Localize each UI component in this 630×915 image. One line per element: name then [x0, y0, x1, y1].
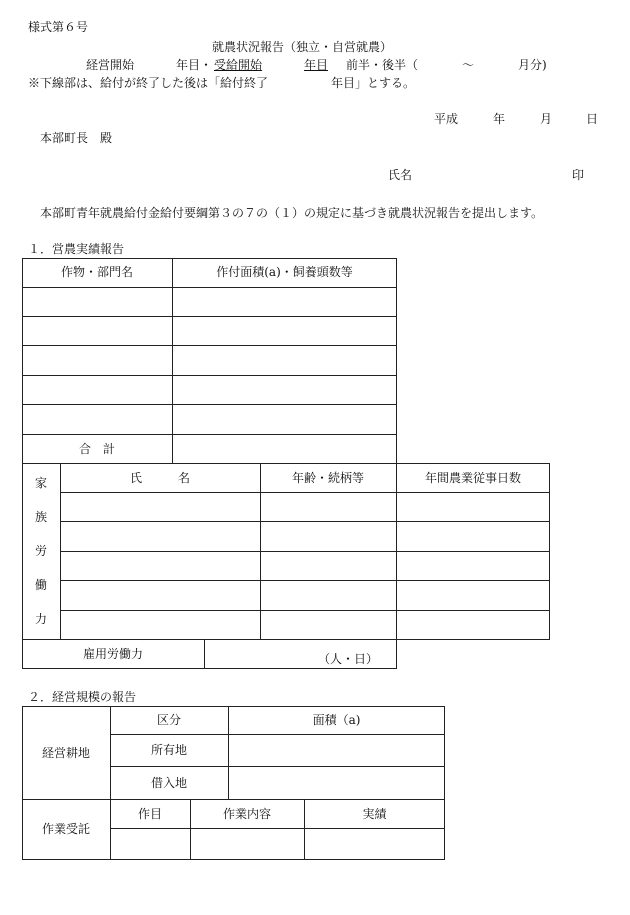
owned-land-label: 所有地 [150, 743, 187, 757]
family-label-2: 族 [34, 510, 47, 524]
crop-header: 作物・部門名 [60, 265, 133, 279]
age-relation-header: 年齢・続柄等 [291, 471, 364, 485]
date-month: 月 [540, 112, 553, 126]
receive-start-text: 受給開始 [214, 58, 263, 72]
family-label-1: 家 [34, 476, 47, 490]
family-label-5: 力 [34, 612, 47, 626]
form-number: 様式第６号 [28, 20, 89, 34]
document-title: 就農状況報告（独立・自営就農） [212, 40, 393, 54]
family-label-3: 労 [34, 544, 47, 558]
month-portion-label: 月分) [518, 58, 547, 72]
hired-labor-unit: （人・日） [318, 652, 379, 666]
seal-mark: 印 [572, 168, 585, 182]
date-day: 日 [586, 112, 599, 126]
total-label: 合 計 [78, 442, 115, 456]
category-header: 区分 [156, 713, 181, 727]
note-prefix: ※下線部は、給付が終了した後は「給付終了 [28, 76, 269, 90]
contract-work-label: 作業受託 [41, 822, 90, 836]
farmland-label: 経営耕地 [41, 746, 90, 760]
intro-statement: 本部町青年就農給付金給付要綱第３の７の（１）の規定に基づき就農状況報告を提出します。 [40, 206, 544, 220]
family-label-4: 働 [34, 578, 47, 592]
year-label-2: 年目 [304, 58, 329, 72]
date-year: 年 [493, 112, 506, 126]
leased-land-label: 借入地 [150, 776, 187, 790]
note-suffix: 年目」とする。 [331, 76, 416, 90]
date-era: 平成 [434, 112, 459, 126]
work-content-header: 作業内容 [222, 807, 271, 821]
annual-workdays-header: 年間農業従事日数 [424, 471, 521, 485]
tilde-mark: ～ [462, 58, 475, 72]
section2-heading: ２．経営規模の報告 [28, 690, 137, 704]
section1-heading: １．営農実績報告 [28, 242, 125, 256]
hired-labor-label: 雇用労働力 [82, 647, 143, 661]
contract-crop-header: 作目 [137, 807, 162, 821]
member-name-header: 氏 名 [129, 471, 190, 485]
addressee: 本部町長 殿 [40, 131, 113, 145]
signature-name-label: 氏名 [388, 168, 413, 182]
area-header: 作付面積(a)・飼養頭数等 [216, 265, 353, 279]
management-start-label: 経営開始 [86, 58, 135, 72]
year-label-1: 年目・ [176, 58, 213, 72]
receive-start-label [214, 58, 328, 72]
work-result-header: 実績 [362, 807, 387, 821]
half-period-label: 前半・後半（ [346, 58, 419, 72]
farmland-area-header: 面積（a) [312, 713, 361, 727]
